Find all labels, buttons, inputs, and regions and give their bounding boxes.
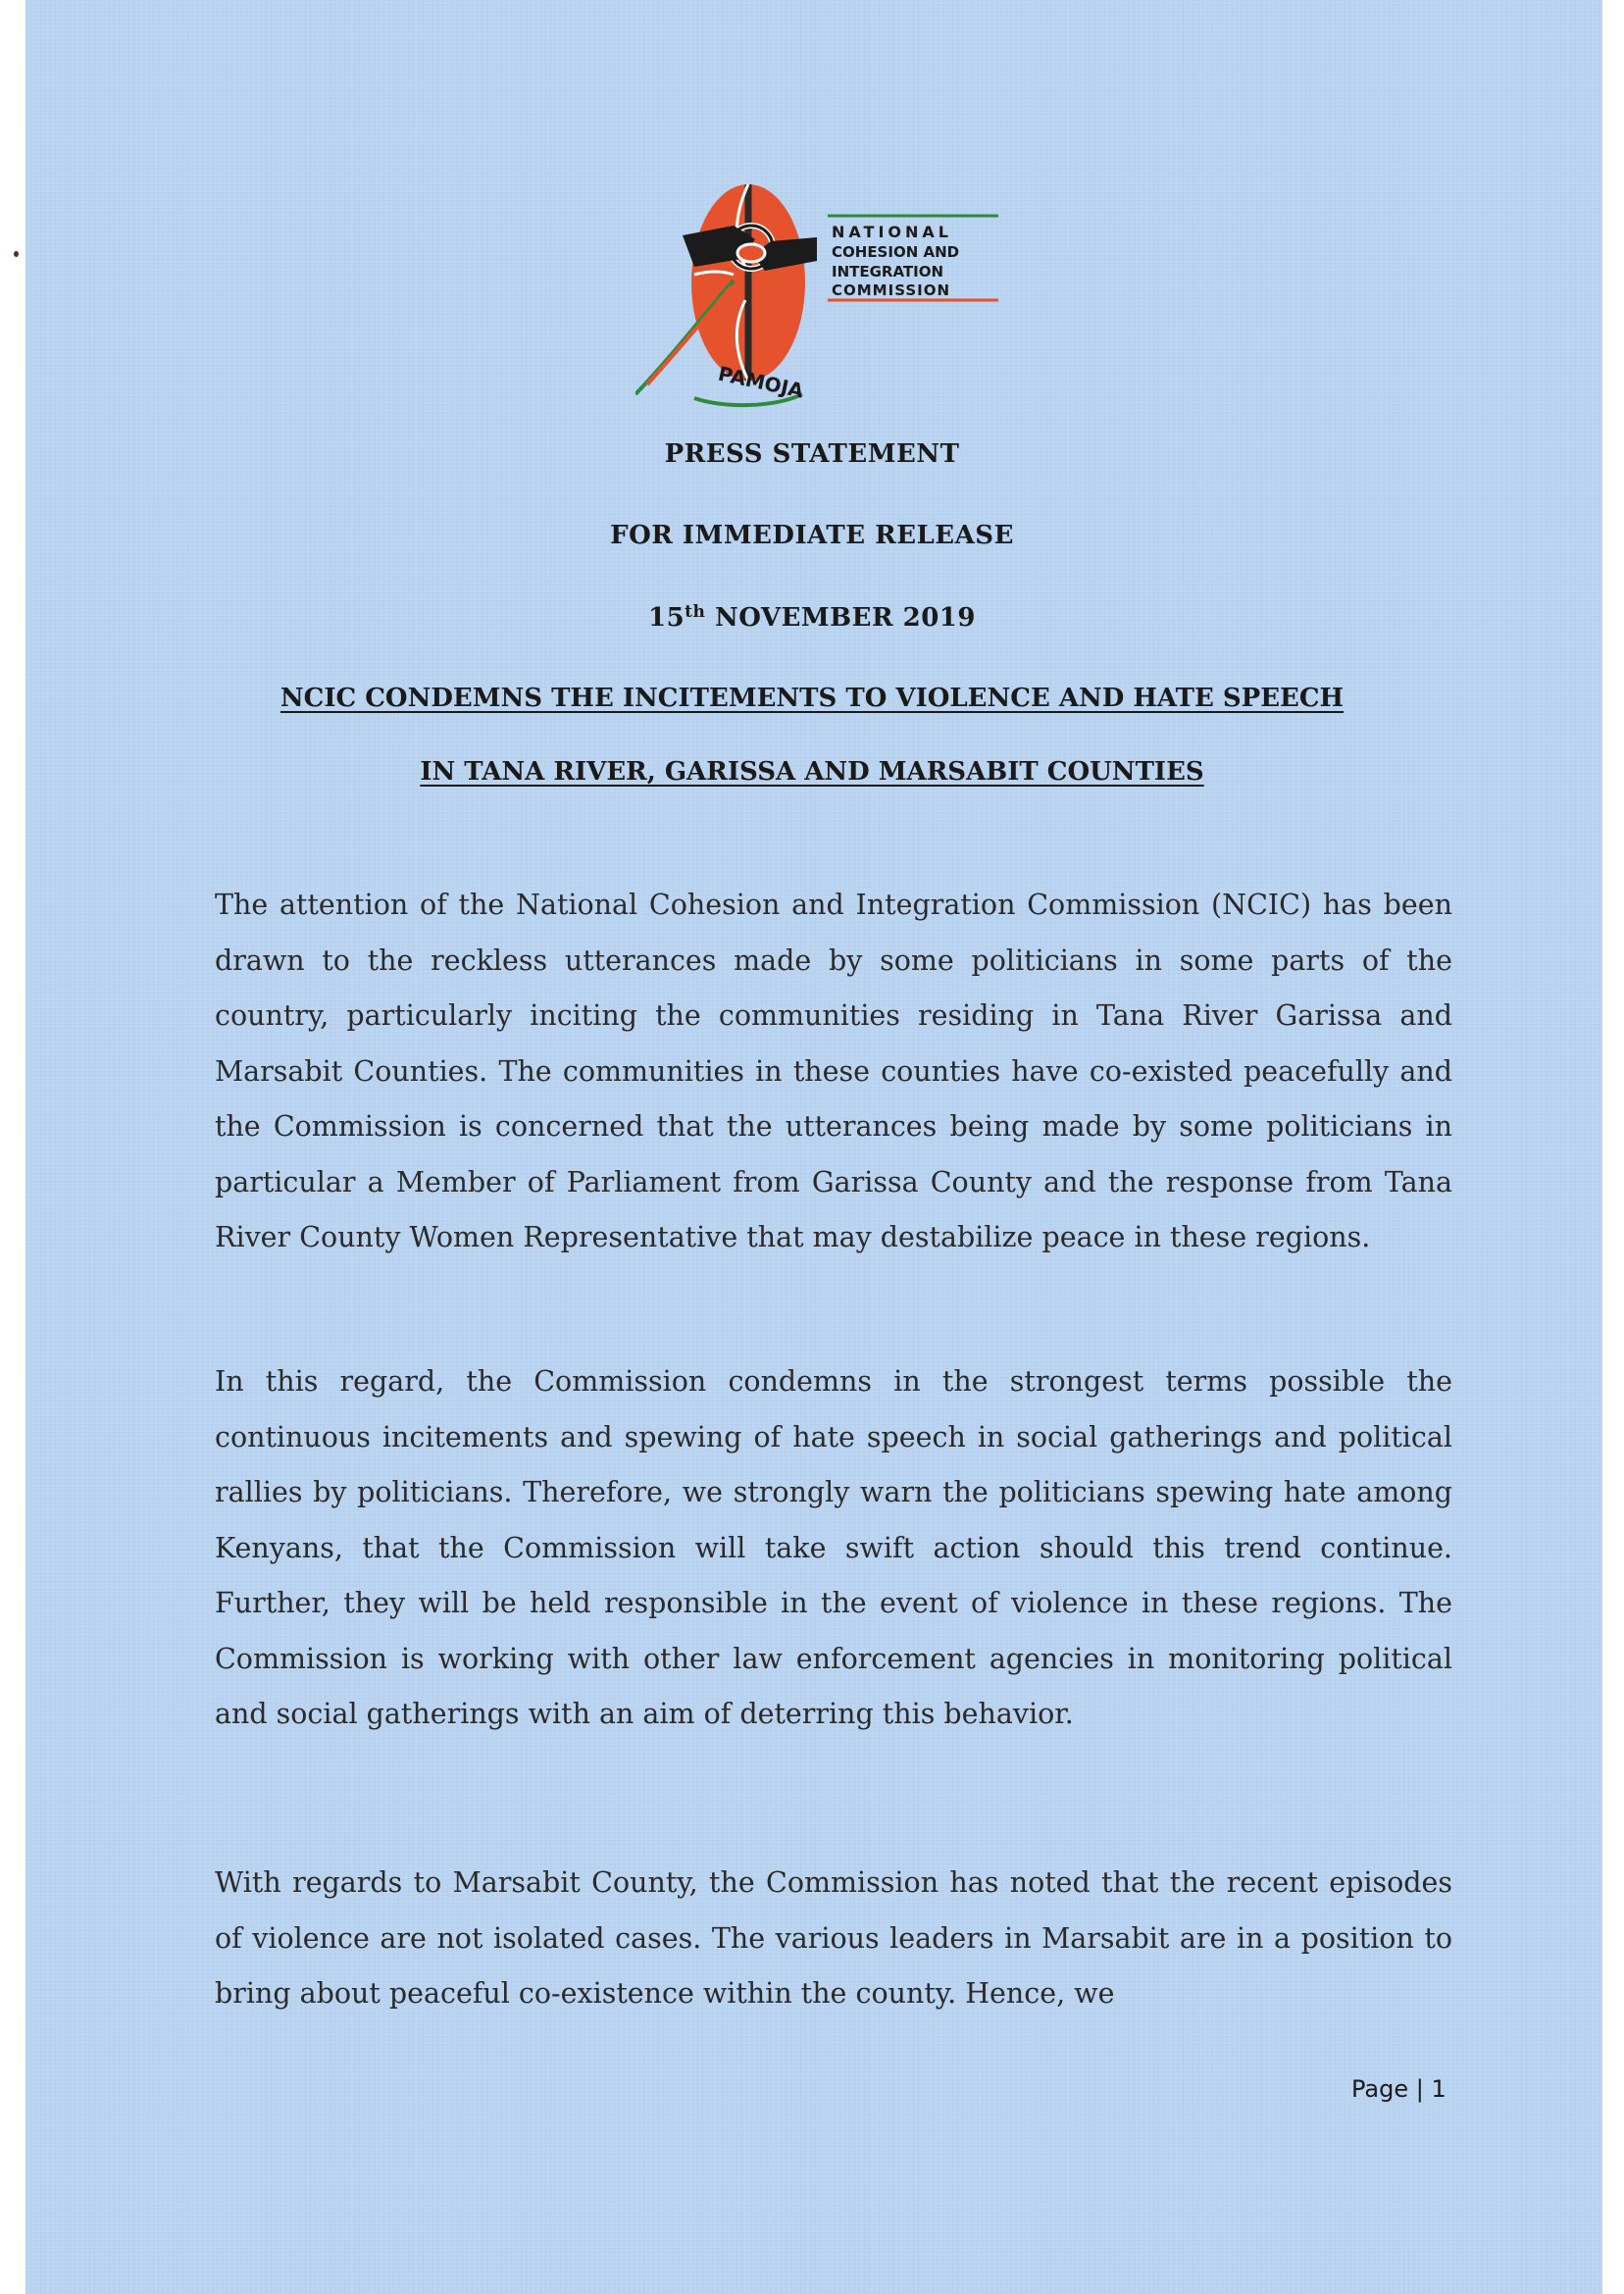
document-title-line-2: IN TANA RIVER, GARISSA AND MARSABIT COUNTIES bbox=[420, 757, 1204, 787]
logo-text-line-2: COHESION AND bbox=[832, 243, 960, 261]
logo-text-line-4: COMMISSION bbox=[832, 281, 951, 299]
release-heading: FOR IMMEDIATE RELEASE bbox=[610, 521, 1014, 550]
shield-icon bbox=[691, 184, 805, 381]
scan-speck bbox=[14, 251, 19, 257]
date-heading bbox=[0, 602, 1624, 633]
body-paragraph-2: In this regard, the Commission condemns in the strongest terms possible the continuous incitements and spewing of hate speech in social gatherings and political rallies by politicians. Therefore, we strongly warn the politicians spewing hate among Kenyans, that the Commission will take swift action should this trend continue. Further, they will be held responsible in the event of violence in these regions. The Commission is working with other law enforcement agencies in monitoring political and social gatherings with an aim of deterring this behavior. bbox=[215, 1365, 1452, 1730]
logo-motto: PAMOJA bbox=[716, 361, 806, 403]
body-paragraph-3: With regards to Marsabit County, the Commission has noted that the recent episodes of violence are not isolated cases. The various leaders in Marsabit are in a position to bring about peaceful co-existence within the county. Hence, we bbox=[215, 1866, 1452, 2010]
logo-text-line-1: NATIONAL bbox=[832, 223, 952, 241]
page-number: Page | 1 bbox=[1351, 2075, 1446, 2103]
body-paragraph-1: The attention of the National Cohesion and Integration Commission (NCIC) has been drawn to the reckless utterances made by some politicians in some parts of the country, particularly inciting the communities residing in Tana River Garissa and Marsabit Counties. The communities in these counties have co-existed peacefully and the Commission is concerned that the utterances being made by some politicians in particular a Member of Parliament from Garissa County and the response from Tana River County Women Representative that may destabilize peace in these regions. bbox=[215, 889, 1452, 1253]
date-month-year: NOVEMBER 2019 bbox=[705, 603, 976, 633]
date-suffix: th bbox=[685, 602, 706, 622]
date-day: 15 bbox=[647, 603, 685, 633]
ncic-logo bbox=[635, 177, 1008, 412]
logo-text-line-3: INTEGRATION bbox=[832, 263, 944, 280]
press-statement-heading: PRESS STATEMENT bbox=[664, 439, 960, 469]
document-title-line-1: NCIC CONDEMNS THE INCITEMENTS TO VIOLENCE AND HATE SPEECH bbox=[279, 684, 1345, 713]
